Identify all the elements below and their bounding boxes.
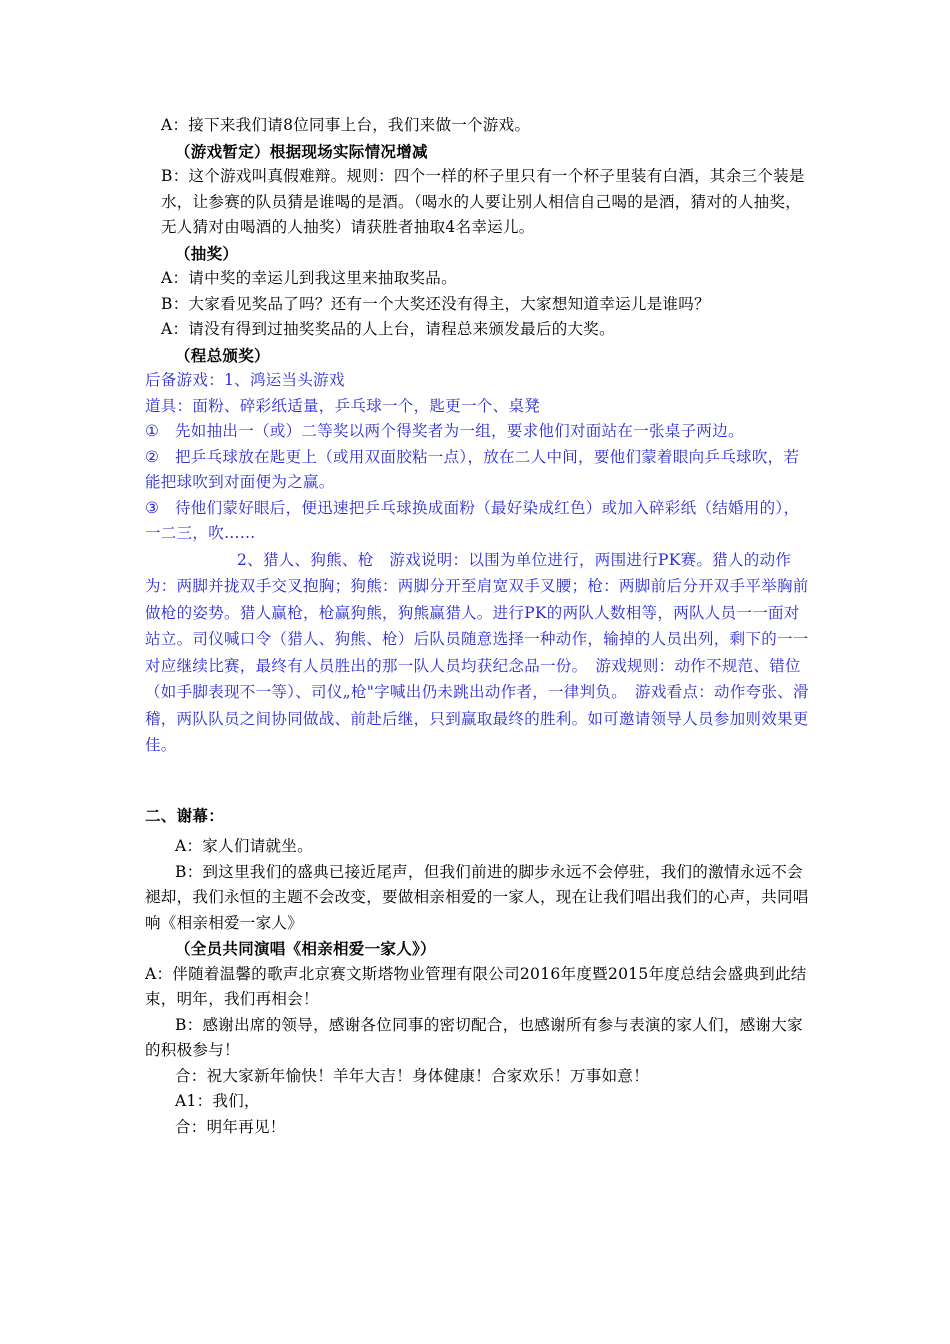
note-game-tentative: （游戏暂定）根据现场实际情况增减	[175, 141, 428, 161]
backup-step-2	[145, 445, 815, 496]
backup-step-1	[145, 419, 815, 445]
note-cheng-award: （程总颁奖）	[175, 345, 270, 365]
step-number: ②	[145, 447, 160, 466]
note-lottery: （抽奖）	[175, 243, 239, 263]
step-number: ①	[145, 422, 160, 440]
section-heading-closing: 二、谢幕：	[145, 805, 225, 825]
backup-step-3	[145, 496, 815, 547]
backup-game-title: 后备游戏：1、鸿运当头游戏	[145, 371, 345, 389]
line-a-final-award: A：请没有得到过抽奖奖品的人上台，请程总来颁发最后的大奖。	[161, 320, 615, 338]
document-page	[145, 113, 815, 1140]
step-text: 把乒乓球放在匙更上（或用双面胶粘一点），放在二人中间，要他们蒙着眼向乒乓球吹，若能把球吹到对面便为之赢。	[145, 447, 800, 491]
backup-game-2: 2、猎人、狗熊、枪 游戏说明：以围为单位进行，两围进行PK赛。猎人的动作为：两脚并拢双手交叉抱胸；狗熊：两脚分开至肩宽双手叉腰；枪：两脚前后分开双手平举胸前做枪的姿势。猎人赢枪，枪赢狗熊，狗熊赢猎人。进行PK的两队人数相等，两队人员一一面对站立。司仪喊口令（猎人、狗熊、枪）后队员随意选择一种动作，输掉的人员出列，剩下的一一对应继续比赛，最终有人员胜出的那一队人员均获纪念品一份。 游戏规则：动作不规范、错位（如手脚表现不一等）、司仪„枪"字喊出仍未跳出动作者，一律判负。 游戏看点：动作夸张、滑稽，两队队员之间协同做战、前赴后继，只到赢取最终的胜利。如可邀请领导人员参加则效果更佳。	[145, 550, 809, 754]
line-b-thanks: B：感谢出席的领导，感谢各位同事的密切配合，也感谢所有参与表演的家人们，感谢大家的积极参与！	[145, 1015, 803, 1059]
line-a-invite: A：接下来我们请8位同事上台，我们来做一个游戏。	[161, 116, 531, 134]
backup-props: 道具：面粉、碎彩纸适量，乒乓球一个，匙更一个、桌凳	[145, 396, 541, 415]
line-a-winners: A：请中奖的幸运儿到我这里来抽取奖品。	[161, 269, 457, 287]
line-together-see-you: 合：明年再见！	[175, 1117, 286, 1136]
line-b-grand-prize: B：大家看见奖品了吗？还有一个大奖还没有得主，大家想知道幸运儿是谁吗？	[161, 294, 710, 313]
line-together-wishes: 合：祝大家新年愉快！羊年大吉！身体健康！合家欢乐！万事如意！	[175, 1066, 650, 1085]
line-b-game-rules: B：这个游戏叫真假难辩。规则：四个一样的杯子里只有一个杯子里装有白酒，其余三个装是水，让参赛的队员猜是谁喝的是酒。（喝水的人要让别人相信自己喝的是酒，猜对的人抽奖，无人猜对由喝酒的人抽奖）请获胜者抽取4名幸运儿。	[161, 167, 805, 236]
step-text: 待他们蒙好眼后，便迅速把乒乓球换成面粉（最好染成红色）或加入碎彩纸（结婚用的），一二三，吹……	[145, 498, 800, 542]
step-text: 先如抽出一（或）二等奖以两个得奖者为一组，要求他们对面站在一张桌子两边。	[175, 422, 744, 440]
line-a1-we: A1：我们，	[175, 1092, 260, 1110]
line-a-event-end: A：伴随着温馨的歌声北京赛文斯塔物业管理有限公司2016年度暨2015年度总结会盛典到此结束，明年，我们再相会！	[145, 964, 807, 1008]
line-b-closing-speech: B：到这里我们的盛典已接近尾声，但我们前进的脚步永远不会停驻，我们的激情永远不会褪却，我们永恒的主题不会改变，要做相亲相爱的一家人，现在让我们唱出我们的心声，共同唱响《相亲相爱一家人》	[145, 862, 809, 932]
line-a-please-sit: A：家人们请就坐。	[175, 837, 313, 855]
step-number: ③	[145, 498, 160, 517]
note-group-song: （全员共同演唱《相亲相爱一家人》）	[175, 939, 436, 958]
